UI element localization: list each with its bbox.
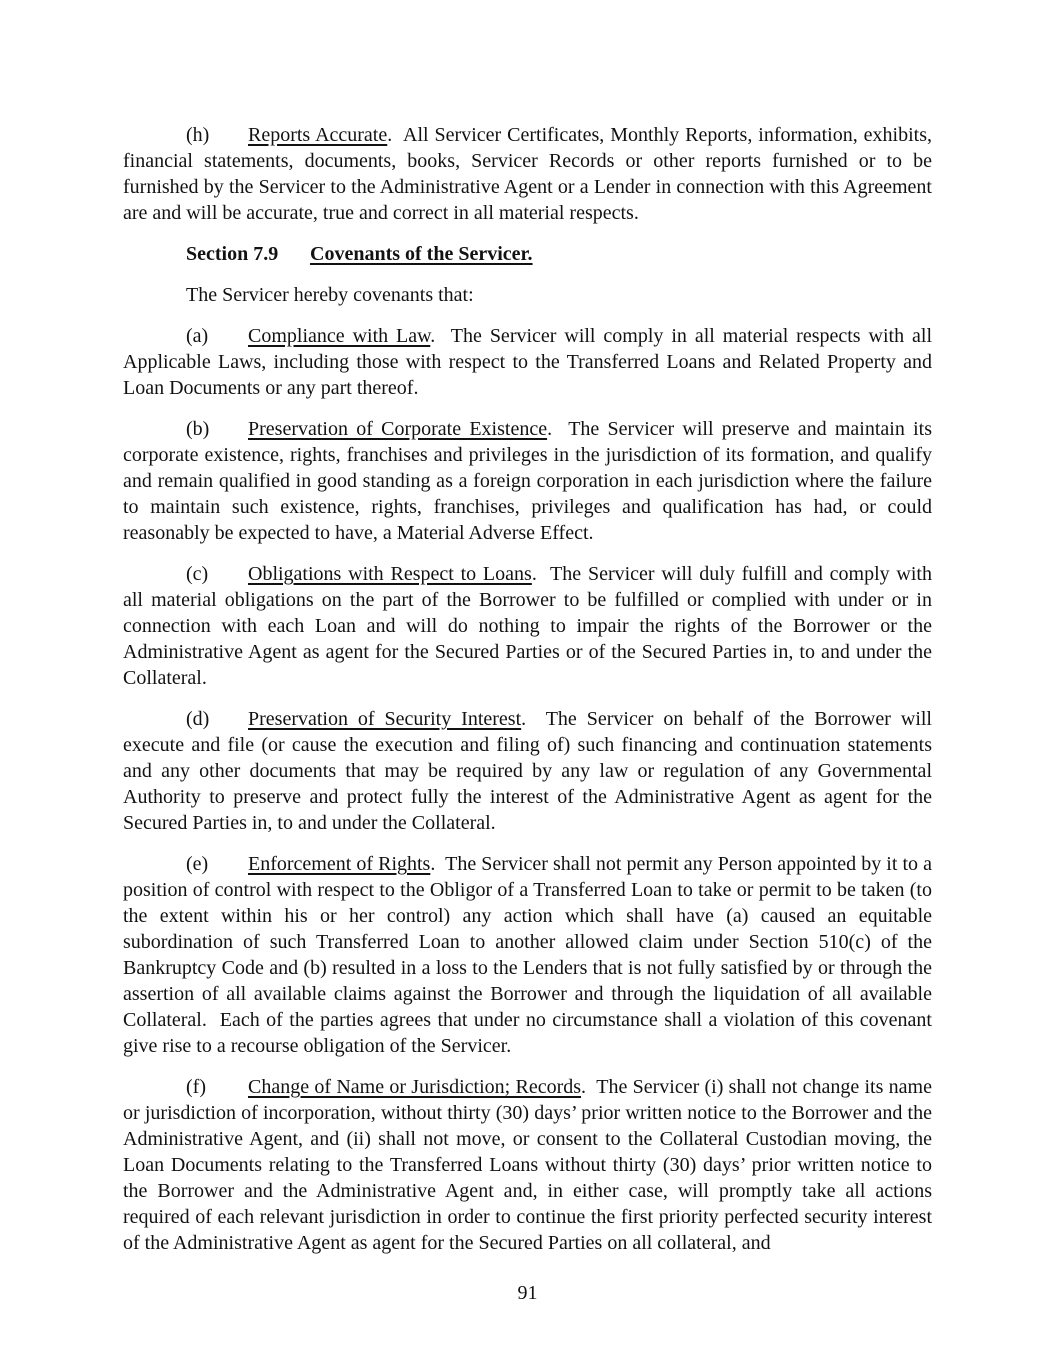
section-title: Covenants of the Servicer. bbox=[310, 243, 533, 265]
clause-e-label: (e) bbox=[186, 853, 209, 875]
clause-b-label: (b) bbox=[186, 418, 210, 440]
clause-h-text: . All Servicer Certificates, Monthly Reports, information, exhibits, financial statements, documents, books, Servicer Records or other reports furnished or to be furnished by the Servicer to the Administrative Agent or a Lender in connection with this Agreement are and will be accurate, true and correct in all material respects. bbox=[123, 124, 932, 224]
clause-h-heading: Reports Accurate bbox=[248, 124, 388, 146]
covenants-intro-text: The Servicer hereby covenants that: bbox=[186, 284, 474, 306]
section-number: Section 7.9 bbox=[186, 243, 279, 265]
clause-a-heading: Compliance with Law bbox=[248, 325, 431, 347]
clause-f-heading: Change of Name or Jurisdiction; Records bbox=[248, 1076, 582, 1098]
clause-a bbox=[123, 323, 932, 401]
clause-a-text: . The Servicer will comply in all material respects with all Applicable Laws, including those with respect to the Transferred Loans and Related Property and Loan Documents or any part thereof. bbox=[123, 325, 932, 399]
clause-f bbox=[123, 1074, 932, 1256]
clause-d-heading: Preservation of Security Interest bbox=[248, 708, 522, 730]
clause-a-label: (a) bbox=[186, 325, 209, 347]
page-number: 91 bbox=[517, 1282, 538, 1304]
clause-c-heading: Obligations with Respect to Loans bbox=[248, 563, 532, 585]
clause-d-label: (d) bbox=[186, 708, 210, 730]
clause-b-heading: Preservation of Corporate Existence bbox=[248, 418, 548, 440]
clause-f-label: (f) bbox=[186, 1076, 206, 1098]
clause-h bbox=[123, 122, 932, 226]
clause-b bbox=[123, 416, 932, 546]
clause-c-text: . The Servicer will duly fulfill and comply with all material obligations on the part of the Borrower to be fulfilled or complied with under or in connection with each Loan and will do nothing to impair the rights of the Borrower or the Administrative Agent as agent for the Secured Parties or of the Secured Parties in, to and under the Collateral. bbox=[123, 563, 932, 689]
clause-d bbox=[123, 706, 932, 836]
clause-c-label: (c) bbox=[186, 563, 209, 585]
clause-f-text: . The Servicer (i) shall not change its name or jurisdiction of incorporation, without thirty (30) days’ prior written notice to the Borrower and the Administrative Agent, and (ii) shall not move, or consent to the Collateral Custodian moving, the Loan Documents relating to the Transferred Loans without thirty (30) days’ prior written notice to the Borrower and the Administrative Agent and, in either case, will promptly take all actions required of each relevant jurisdiction in order to continue the first priority perfected security interest of the Administrative Agent as agent for the Secured Parties on all collateral, and bbox=[123, 1076, 932, 1254]
clause-e-heading: Enforcement of Rights bbox=[248, 853, 431, 875]
clause-e-text: . The Servicer shall not permit any Person appointed by it to a position of control with respect to the Obligor of a Transferred Loan to take or permit to be taken (to the extent within his or her control) any action which shall have (a) caused an equitable subordination of such Transferred Loan to another allowed claim under Section 510(c) of the Bankruptcy Code and (b) resulted in a loss to the Lenders that is not fully satisfied by or through the assertion of all available claims against the Borrower and through the liquidation of all available Collateral. Each of the parties agrees that under no circumstance shall a violation of this covenant give rise to a recourse obligation of the Servicer. bbox=[123, 853, 932, 1057]
clause-b-text: . The Servicer will preserve and maintain its corporate existence, rights, franchises and privileges in the jurisdiction of its formation, and qualify and remain qualified in good standing as a foreign corporation in each jurisdiction where the failure to maintain such existence, rights, franchises, privileges and qualification has had, or could reasonably be expected to have, a Material Adverse Effect. bbox=[123, 418, 932, 544]
section-heading bbox=[123, 241, 932, 267]
clause-c bbox=[123, 561, 932, 691]
clause-d-text: . The Servicer on behalf of the Borrower will execute and file (or cause the execution and filing of) such financing and continuation statements and any other documents that may be required by any law or regulation of any Governmental Authority to preserve and protect fully the interest of the Administrative Agent as agent for the Secured Parties in, to and under the Collateral. bbox=[123, 708, 932, 834]
covenants-intro bbox=[123, 282, 932, 308]
clause-e bbox=[123, 851, 932, 1059]
clause-h-label: (h) bbox=[186, 124, 210, 146]
